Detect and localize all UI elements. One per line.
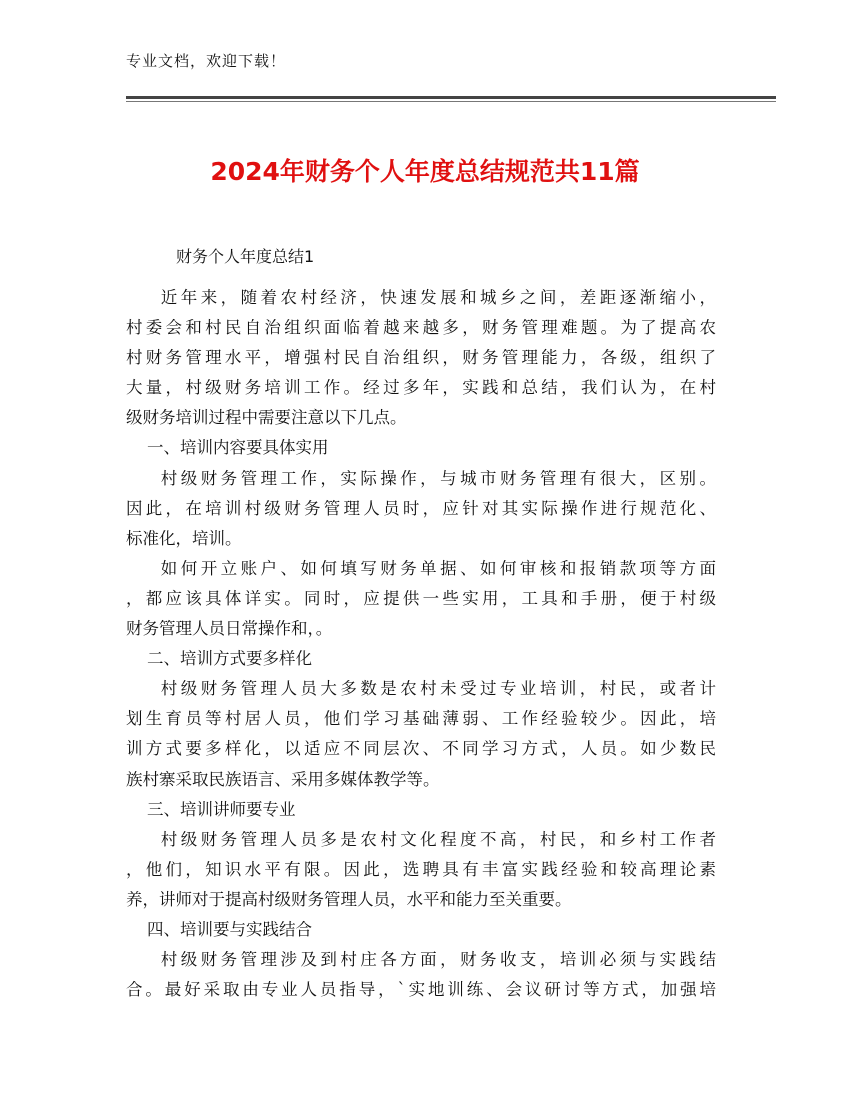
body-line: 族村寨采取民族语言、采用多媒体教学等。 [126,769,440,789]
body-line: 划生育员等村居人员，他们学习基础薄弱、工作经验较少。因此，培 [126,709,716,729]
body-line: 村级财务管理工作，实际操作，与城市财务管理有很大，区别。 [126,468,717,488]
body-line: 级财务培训过程中需要注意以下几点。 [126,408,407,428]
section-heading: 一、培训内容要具体实用 [126,438,329,458]
body-line: 村级财务管理人员大多数是农村未受过专业培训，村民，或者计 [126,679,717,699]
header-note: 专业文档，欢迎下载！ [126,52,287,70]
document-body [126,283,716,1005]
body-line: 如何开立账户、如何填写财务单据、如何审核和报销款项等方面 [126,558,717,578]
body-line: 标准化，培训。 [126,528,242,548]
body-line: 村财务管理水平，增强村民自治组织，财务管理能力，各级，组织了 [126,348,716,368]
body-line: ，他们，知识水平有限。因此，选聘具有丰富实践经验和较高理论素 [126,859,716,879]
header-rule-thin [126,101,776,102]
section-subtitle: 财务个人年度总结1 [176,247,315,266]
body-line: 养，讲师对于提高村级财务管理人员，水平和能力至关重要。 [126,889,572,909]
section-heading: 二、培训方式要多样化 [126,649,312,669]
body-line: 村级财务管理涉及到村庄各方面，财务收支，培训必须与实践结 [126,950,717,970]
body-line: 近年来，随着农村经济，快速发展和城乡之间，差距逐渐缩小， [126,288,717,307]
header-rule-thick [126,96,776,99]
section-heading: 三、培训讲师要专业 [126,799,296,819]
body-line: ，都应该具体详实。同时，应提供一些实用，工具和手册，便于村级 [126,588,716,608]
body-line: 村委会和村民自治组织面临着越来越多，财务管理难题。为了提高农 [126,318,716,338]
body-line: 大量，村级财务培训工作。经过多年，实践和总结，我们认为，在村 [126,378,716,398]
body-line: 村级财务管理人员多是农村文化程度不高，村民，和乡村工作者 [126,829,717,849]
body-line: 合。最好采取由专业人员指导，`实地训练、会议研讨等方式，加强培 [126,980,716,1000]
document-title: 2024年财务个人年度总结规范共11篇 [210,157,640,186]
body-line: 财务管理人员日常操作和，。 [126,619,333,639]
body-line: 训方式要多样化，以适应不同层次、不同学习方式，人员。如少数民 [126,739,716,759]
section-heading: 四、培训要与实践结合 [126,919,312,939]
body-line: 因此，在培训村级财务管理人员时，应针对其实际操作进行规范化、 [126,498,716,518]
